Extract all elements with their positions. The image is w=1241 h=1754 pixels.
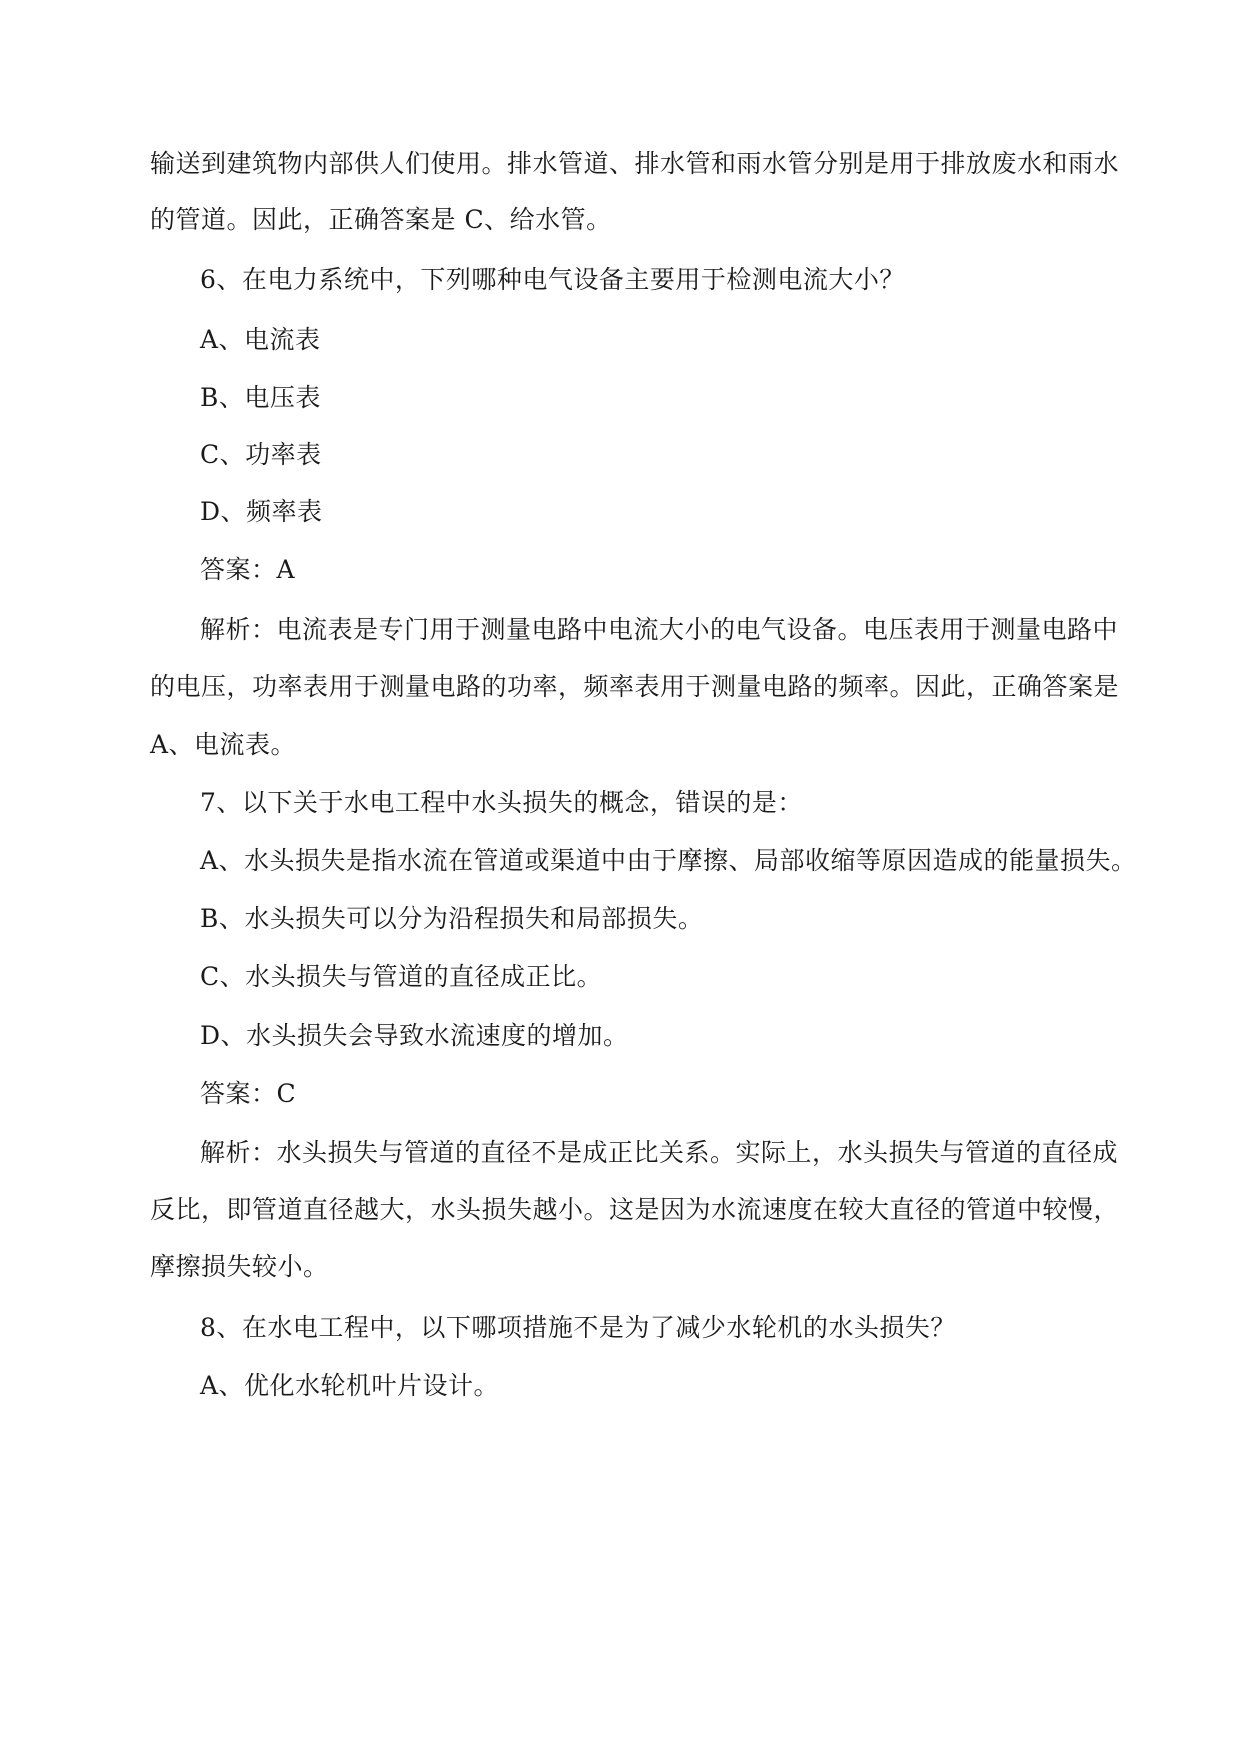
question-7-option-c: C、水头损失与管道的直径成正比。: [200, 962, 603, 991]
question-7-title: 7、以下关于水电工程中水头损失的概念，错误的是：: [200, 788, 803, 817]
question-8-title: 8、在水电工程中，以下哪项措施不是为了减少水轮机的水头损失？: [200, 1313, 956, 1342]
question-7-option-a: A、水头损失是指水流在管道或渠道中由于摩擦、局部收缩等原因造成的能量损失。: [200, 846, 1137, 875]
question-6-option-b: B、电压表: [200, 383, 321, 412]
text-line: 的管道。因此，正确答案是 C、给水管。: [150, 205, 612, 234]
question-6-explanation: 解析：电流表是专门用于测量电路中电流大小的电气设备。电压表用于测量电路中: [200, 615, 1119, 644]
text-line: 输送到建筑物内部供人们使用。排水管道、排水管和雨水管分别是用于排放废水和雨水: [150, 149, 1120, 178]
text-line: 的电压，功率表用于测量电路的功率，频率表用于测量电路的频率。因此，正确答案是: [150, 672, 1120, 701]
question-6-option-d: D、频率表: [200, 497, 323, 526]
question-7-option-b: B、水头损失可以分为沿程损失和局部损失。: [200, 904, 704, 933]
question-7-answer: 答案：C: [200, 1079, 297, 1108]
text-line: 反比，即管道直径越大，水头损失越小。这是因为水流速度在较大直径的管道中较慢，: [150, 1195, 1120, 1224]
question-7-explanation: 解析：水头损失与管道的直径不是成正比关系。实际上，水头损失与管道的直径成: [200, 1138, 1119, 1167]
text-line: 摩擦损失较小。: [150, 1252, 329, 1281]
question-7-option-d: D、水头损失会导致水流速度的增加。: [200, 1021, 629, 1050]
question-6-option-a: A、电流表: [200, 325, 321, 354]
question-6-option-c: C、功率表: [200, 440, 322, 469]
question-6-answer: 答案：A: [200, 555, 296, 584]
text-line: A、电流表。: [150, 730, 297, 759]
question-8-option-a: A、优化水轮机叶片设计。: [200, 1371, 500, 1400]
question-6-title: 6、在电力系统中，下列哪种电气设备主要用于检测电流大小？: [200, 265, 905, 294]
